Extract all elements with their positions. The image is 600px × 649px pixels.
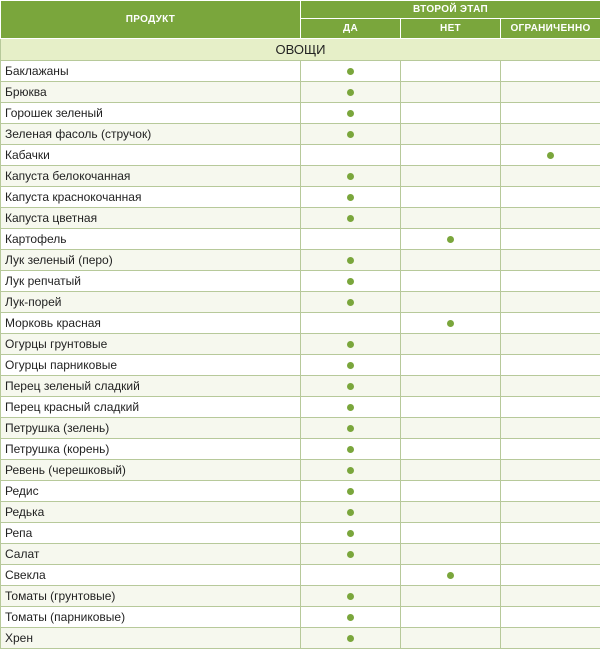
table-row <box>1 376 600 397</box>
dot-marker-icon <box>347 530 354 537</box>
cell-limited <box>501 124 600 145</box>
cell-no <box>401 208 501 229</box>
cell-limited <box>501 313 600 334</box>
table-row <box>1 439 600 460</box>
cell-limited <box>501 544 600 565</box>
cell-yes <box>301 481 401 502</box>
column-header-product: ПРОДУКТ <box>1 1 301 39</box>
product-name: Зеленая фасоль (стручок) <box>1 124 301 145</box>
cell-yes <box>301 166 401 187</box>
dot-marker-icon <box>347 299 354 306</box>
product-name: Редис <box>1 481 301 502</box>
dot-marker-icon <box>347 509 354 516</box>
cell-no <box>401 103 501 124</box>
table-row <box>1 397 600 418</box>
cell-no <box>401 565 501 586</box>
cell-yes <box>301 523 401 544</box>
cell-no <box>401 418 501 439</box>
product-name: Кабачки <box>1 145 301 166</box>
product-name: Огурцы грунтовые <box>1 334 301 355</box>
cell-limited <box>501 628 600 649</box>
cell-limited <box>501 586 600 607</box>
cell-no <box>401 229 501 250</box>
product-name: Лук-порей <box>1 292 301 313</box>
product-name: Капуста цветная <box>1 208 301 229</box>
cell-no <box>401 271 501 292</box>
cell-yes <box>301 544 401 565</box>
cell-no <box>401 481 501 502</box>
cell-limited <box>501 103 600 124</box>
cell-limited <box>501 82 600 103</box>
cell-no <box>401 544 501 565</box>
cell-limited <box>501 502 600 523</box>
product-name: Морковь красная <box>1 313 301 334</box>
column-header-yes: ДА <box>301 19 401 39</box>
product-name: Лук зеленый (перо) <box>1 250 301 271</box>
product-name: Томаты (парниковые) <box>1 607 301 628</box>
cell-no <box>401 460 501 481</box>
dot-marker-icon <box>347 131 354 138</box>
cell-yes <box>301 292 401 313</box>
cell-limited <box>501 292 600 313</box>
cell-limited <box>501 187 600 208</box>
cell-yes <box>301 460 401 481</box>
dot-marker-icon <box>347 341 354 348</box>
cell-no <box>401 439 501 460</box>
cell-yes <box>301 229 401 250</box>
cell-limited <box>501 481 600 502</box>
table-row <box>1 544 600 565</box>
cell-limited <box>501 61 600 82</box>
cell-yes <box>301 565 401 586</box>
dot-marker-icon <box>347 89 354 96</box>
product-name: Хрен <box>1 628 301 649</box>
cell-no <box>401 628 501 649</box>
dot-marker-icon <box>347 614 354 621</box>
cell-no <box>401 124 501 145</box>
dot-marker-icon <box>347 404 354 411</box>
cell-no <box>401 187 501 208</box>
cell-limited <box>501 460 600 481</box>
cell-no <box>401 397 501 418</box>
dot-marker-icon <box>347 68 354 75</box>
dot-marker-icon <box>347 425 354 432</box>
table-row <box>1 103 600 124</box>
cell-limited <box>501 439 600 460</box>
cell-no <box>401 502 501 523</box>
cell-no <box>401 61 501 82</box>
cell-limited <box>501 145 600 166</box>
cell-yes <box>301 439 401 460</box>
cell-limited <box>501 208 600 229</box>
cell-no <box>401 250 501 271</box>
product-name: Репа <box>1 523 301 544</box>
table-row <box>1 124 600 145</box>
table-row <box>1 250 600 271</box>
dot-marker-icon <box>347 467 354 474</box>
cell-limited <box>501 607 600 628</box>
cell-yes <box>301 334 401 355</box>
table-header <box>1 1 600 39</box>
cell-limited <box>501 229 600 250</box>
cell-yes <box>301 313 401 334</box>
cell-limited <box>501 166 600 187</box>
cell-limited <box>501 334 600 355</box>
dot-marker-icon <box>347 110 354 117</box>
cell-yes <box>301 145 401 166</box>
cell-yes <box>301 376 401 397</box>
table-row <box>1 313 600 334</box>
column-header-no: НЕТ <box>401 19 501 39</box>
dot-marker-icon <box>347 215 354 222</box>
section-header-vegetables: ОВОЩИ <box>1 39 600 61</box>
cell-yes <box>301 124 401 145</box>
cell-limited <box>501 271 600 292</box>
cell-no <box>401 607 501 628</box>
cell-no <box>401 523 501 544</box>
table-row <box>1 460 600 481</box>
dot-marker-icon <box>347 278 354 285</box>
table-row <box>1 481 600 502</box>
product-name: Томаты (грунтовые) <box>1 586 301 607</box>
cell-yes <box>301 397 401 418</box>
table-row <box>1 418 600 439</box>
cell-limited <box>501 523 600 544</box>
cell-no <box>401 334 501 355</box>
product-name: Перец зеленый сладкий <box>1 376 301 397</box>
table-row <box>1 565 600 586</box>
dot-marker-icon <box>347 173 354 180</box>
cell-no <box>401 292 501 313</box>
product-name: Лук репчатый <box>1 271 301 292</box>
dot-marker-icon <box>347 446 354 453</box>
dot-marker-icon <box>347 551 354 558</box>
cell-limited <box>501 397 600 418</box>
product-name: Картофель <box>1 229 301 250</box>
product-name: Свекла <box>1 565 301 586</box>
product-name: Редька <box>1 502 301 523</box>
table-row <box>1 355 600 376</box>
table-row <box>1 628 600 649</box>
product-name: Салат <box>1 544 301 565</box>
cell-yes <box>301 355 401 376</box>
product-name: Баклажаны <box>1 61 301 82</box>
table-row <box>1 187 600 208</box>
dot-marker-icon <box>347 194 354 201</box>
table-row <box>1 229 600 250</box>
product-name: Горошек зеленый <box>1 103 301 124</box>
table-row <box>1 271 600 292</box>
cell-yes <box>301 208 401 229</box>
table-row <box>1 208 600 229</box>
product-name: Брюква <box>1 82 301 103</box>
product-name: Перец красный сладкий <box>1 397 301 418</box>
dot-marker-icon <box>347 488 354 495</box>
cell-yes <box>301 250 401 271</box>
cell-limited <box>501 418 600 439</box>
table-row <box>1 502 600 523</box>
cell-yes <box>301 502 401 523</box>
dot-marker-icon <box>447 572 454 579</box>
cell-limited <box>501 355 600 376</box>
cell-limited <box>501 565 600 586</box>
cell-yes <box>301 61 401 82</box>
table-row <box>1 334 600 355</box>
cell-no <box>401 376 501 397</box>
dot-marker-icon <box>347 383 354 390</box>
cell-limited <box>501 250 600 271</box>
table-row <box>1 61 600 82</box>
cell-yes <box>301 103 401 124</box>
table-row <box>1 145 600 166</box>
cell-yes <box>301 586 401 607</box>
cell-yes <box>301 271 401 292</box>
product-name: Петрушка (зелень) <box>1 418 301 439</box>
column-header-stage: ВТОРОЙ ЭТАП <box>301 1 600 19</box>
cell-no <box>401 145 501 166</box>
cell-yes <box>301 418 401 439</box>
product-name: Петрушка (корень) <box>1 439 301 460</box>
cell-no <box>401 313 501 334</box>
dot-marker-icon <box>347 593 354 600</box>
table-row <box>1 292 600 313</box>
cell-yes <box>301 628 401 649</box>
table-row <box>1 607 600 628</box>
table-row <box>1 523 600 544</box>
dot-marker-icon <box>347 362 354 369</box>
dot-marker-icon <box>547 152 554 159</box>
dot-marker-icon <box>347 635 354 642</box>
product-name: Огурцы парниковые <box>1 355 301 376</box>
dot-marker-icon <box>447 320 454 327</box>
cell-no <box>401 355 501 376</box>
table-body <box>1 39 600 649</box>
column-header-limited: ОГРАНИЧЕННО <box>501 19 600 39</box>
cell-no <box>401 166 501 187</box>
cell-yes <box>301 187 401 208</box>
cell-yes <box>301 607 401 628</box>
dot-marker-icon <box>347 257 354 264</box>
dot-marker-icon <box>447 236 454 243</box>
table-row <box>1 166 600 187</box>
product-name: Капуста краснокочанная <box>1 187 301 208</box>
cell-limited <box>501 376 600 397</box>
cell-no <box>401 82 501 103</box>
product-name: Ревень (черешковый) <box>1 460 301 481</box>
product-name: Капуста белокочанная <box>1 166 301 187</box>
cell-yes <box>301 82 401 103</box>
cell-no <box>401 586 501 607</box>
table-row <box>1 82 600 103</box>
table-row <box>1 586 600 607</box>
